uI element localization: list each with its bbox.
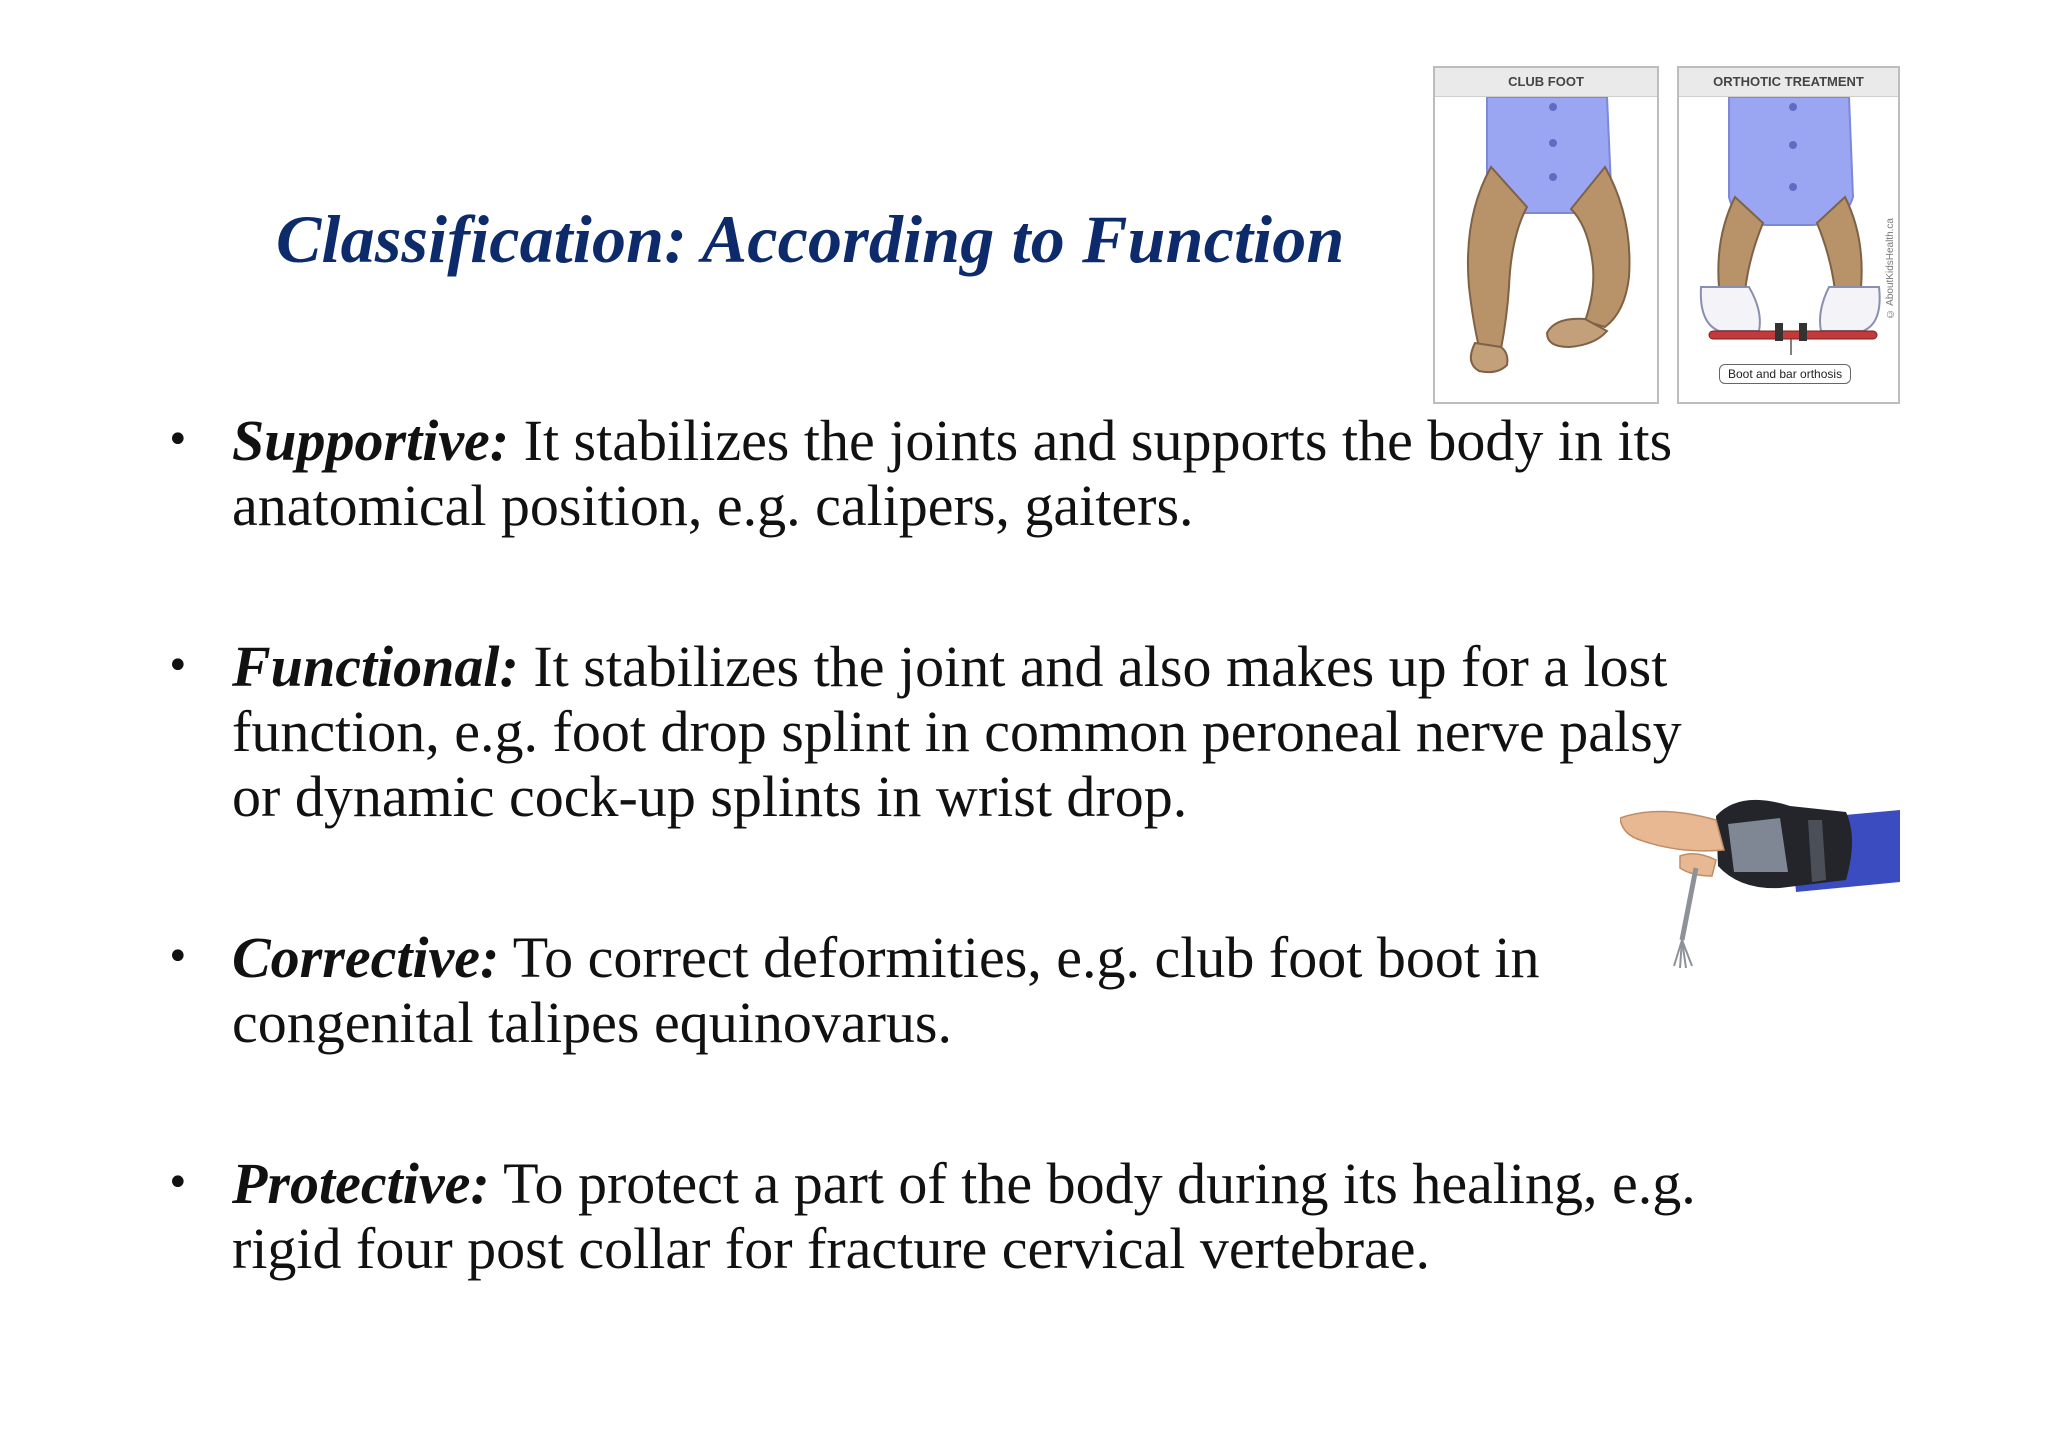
bullet-term: Protective: (232, 1151, 490, 1216)
bullet-list (160, 408, 1800, 1281)
bullet-line: congenital talipes equinovarus. (232, 990, 952, 1055)
image-credit: © AboutKidsHealth.ca (1885, 218, 1896, 320)
bullet-line: or dynamic cock-up splints in wrist drop. (232, 764, 1188, 829)
bullet-dot-icon: • (166, 643, 190, 689)
bullet-term: Corrective: (232, 925, 500, 990)
bullet-line (232, 408, 1800, 473)
bullet-dot-icon: • (166, 1160, 190, 1206)
boot-and-bar-illustration (1679, 97, 1900, 404)
bullet-line: function, e.g. foot drop splint in common peroneal nerve palsy (232, 699, 1682, 764)
bullet-protective (160, 1151, 1800, 1281)
orthotic-treatment-panel-title: ORTHOTIC TREATMENT (1679, 68, 1898, 97)
bullet-text: It stabilizes the joint and also makes up for a lost (518, 634, 1668, 699)
orthotic-treatment-panel (1677, 66, 1900, 404)
bullet-dot-icon: • (166, 934, 190, 980)
bullet-term: Supportive: (232, 408, 510, 473)
bullet-functional (160, 634, 1800, 829)
club-foot-panel (1433, 66, 1659, 404)
bullet-text: To protect a part of the body during its healing, e.g. (489, 1151, 1696, 1216)
bullet-line: anatomical position, e.g. calipers, gaiters. (232, 473, 1194, 538)
bullet-dot-icon: • (166, 417, 190, 463)
bullet-term: Functional: (232, 634, 519, 699)
club-foot-panel-title: CLUB FOOT (1435, 68, 1657, 97)
bullet-text: To correct deformities, e.g. club foot boot in (499, 925, 1540, 990)
bullet-supportive (160, 408, 1800, 538)
slide-title: Classification: According to Function (276, 201, 1345, 277)
bullet-corrective (160, 925, 1800, 1055)
bullet-line (232, 634, 1800, 699)
bullet-line (232, 1151, 1800, 1216)
orthosis-label: Boot and bar orthosis (1719, 364, 1851, 384)
club-foot-illustration (1435, 97, 1659, 404)
bullet-text: It stabilizes the joints and supports the body in its (509, 408, 1673, 473)
bullet-line: rigid four post collar for fracture cervical vertebrae. (232, 1216, 1431, 1281)
bullet-line (232, 925, 1800, 990)
